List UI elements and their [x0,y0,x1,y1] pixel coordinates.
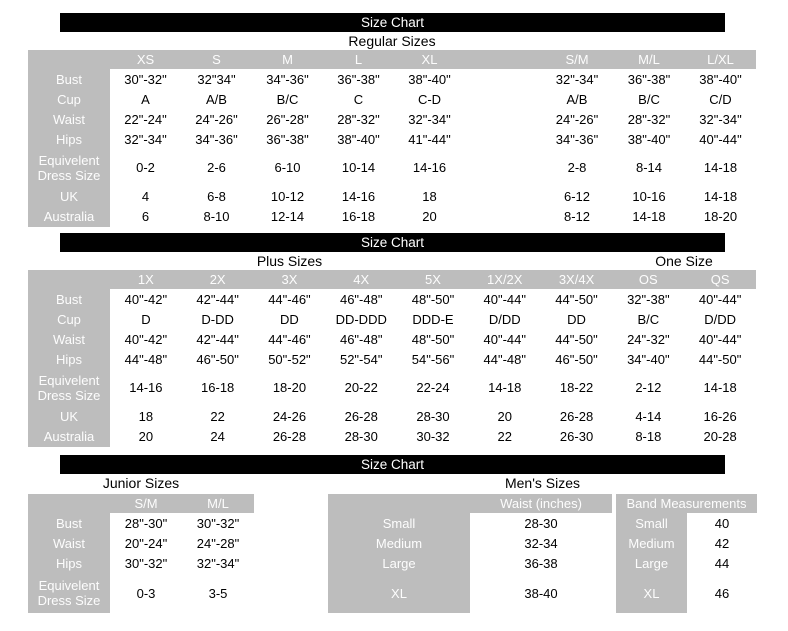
table-row [28,406,756,426]
size-cell: 8-14 [613,149,685,186]
row-label: Hips [28,129,110,149]
row-label: Waist [28,533,110,553]
size-cell: 46"-50" [182,349,254,369]
table-row [328,533,757,553]
size-cell: 2-8 [541,149,613,186]
size-cell: 14-18 [684,369,756,406]
band-cell: 40 [687,513,757,533]
table-row [28,369,756,406]
size-cell: 3-5 [182,573,254,613]
size-cell: 4 [110,186,181,206]
size-cell: 40"-44" [685,129,756,149]
body-spacer [465,109,541,129]
col-header: L/XL [685,50,756,69]
size-cell: C/D [685,89,756,109]
size-cell: 24 [182,426,254,447]
col-header: M [252,50,323,69]
size-cell: 6-12 [541,186,613,206]
size-cell: 14-16 [394,149,465,186]
col-header: 3X [254,270,326,289]
regular-sizes-table [28,50,756,227]
size-cell: 34"-36" [181,129,252,149]
col-header: 5X [397,270,469,289]
size-cell: 16-26 [684,406,756,426]
size-cell: 20 [394,206,465,227]
size-cell: 40"-44" [469,329,541,349]
size-cell: A/B [541,89,613,109]
size-cell: 32"-34" [182,553,254,573]
row-label: Bust [28,69,110,89]
size-cell: 14-18 [613,206,685,227]
size-cell: 34"-36" [252,69,323,89]
size-cell: C-D [394,89,465,109]
waist-cell: 28-30 [470,513,612,533]
size-cell: 40"-44" [684,289,756,309]
size-cell: C [323,89,394,109]
table-row [28,553,254,573]
row-label: XL [328,573,470,613]
junior-sizes-table [28,494,254,613]
size-cell: 48"-50" [397,289,469,309]
col-header: M/L [613,50,685,69]
size-cell: 4-14 [612,406,684,426]
col-header: XS [110,50,181,69]
size-cell: 38"-40" [685,69,756,89]
size-cell: 28"-32" [613,109,685,129]
size-cell: 20 [469,406,541,426]
one-size-title: One Size [655,253,713,269]
size-cell: 50"-52" [254,349,326,369]
bottom-tables [28,494,756,613]
size-cell: 22-24 [397,369,469,406]
col-header: L [323,50,394,69]
size-cell: 38"-40" [613,129,685,149]
col-header: OS [612,270,684,289]
size-chart-bar-regular: Size Chart [60,13,725,32]
table-row [328,553,757,573]
row-label: Hips [28,349,110,369]
size-cell: 6 [110,206,181,227]
size-cell: 20-22 [325,369,397,406]
row-label: Medium [328,533,470,553]
col-header: S/M [110,494,182,513]
size-cell: B/C [252,89,323,109]
size-cell: 44"-48" [110,349,182,369]
size-cell: 22 [469,426,541,447]
size-cell: 38"-40" [323,129,394,149]
size-cell: 32"-38" [612,289,684,309]
table-row [28,89,756,109]
band-label: Medium [616,533,687,553]
size-cell: DD-DDD [325,309,397,329]
size-cell: 34"-40" [612,349,684,369]
size-cell: 42"-44" [182,289,254,309]
size-cell: 22"-24" [110,109,181,129]
body-spacer [465,149,541,186]
size-cell: 26-30 [541,426,613,447]
body-spacer [465,206,541,227]
table-row [28,206,756,227]
size-cell: 44"-50" [684,349,756,369]
size-cell: 30"-32" [110,69,181,89]
row-label: UK [28,186,110,206]
size-cell: 32"-34" [541,69,613,89]
size-cell: 28"-30" [110,513,182,533]
size-cell: 32"-34" [685,109,756,129]
table-row [28,329,756,349]
waist-cell: 32-34 [470,533,612,553]
plus-sizes-table [28,270,756,447]
corner-cell [28,50,110,69]
size-cell: 16-18 [323,206,394,227]
size-cell: 0-3 [110,573,182,613]
size-cell: 14-18 [469,369,541,406]
size-cell: 12-14 [252,206,323,227]
size-cell: 8-18 [612,426,684,447]
col-header: QS [684,270,756,289]
table-row [28,573,254,613]
size-cell: 30-32 [397,426,469,447]
table-row [28,289,756,309]
table-row [28,129,756,149]
row-label: Australia [28,426,110,447]
size-cell: 18-20 [254,369,326,406]
band-cell: 42 [687,533,757,553]
row-label: Bust [28,289,110,309]
row-label: Bust [28,513,110,533]
table-row [28,349,756,369]
col-header: 4X [325,270,397,289]
size-cell: 10-16 [613,186,685,206]
size-cell: 20"-24" [110,533,182,553]
col-header-band: Band Measurements [616,494,757,513]
size-cell: A [110,89,181,109]
size-cell: 40"-42" [110,289,182,309]
size-cell: 6-8 [181,186,252,206]
size-cell: DD [254,309,326,329]
size-cell: 24"-26" [541,109,613,129]
size-cell: D/DD [469,309,541,329]
row-label: Small [328,513,470,533]
size-cell: 14-16 [323,186,394,206]
row-label: Large [328,553,470,573]
row-label: Equivelent Dress Size [28,149,110,186]
size-cell: 48"-50" [397,329,469,349]
body-spacer [465,89,541,109]
size-cell: 46"-48" [325,289,397,309]
size-cell: 14-18 [685,186,756,206]
plus-titles-row [28,252,756,270]
size-cell: 32"-34" [110,129,181,149]
corner-cell [28,494,110,513]
size-cell: 6-10 [252,149,323,186]
table-row [328,513,757,533]
size-cell: 46"-48" [325,329,397,349]
table-row [28,69,756,89]
plus-sizes-title: Plus Sizes [256,253,323,269]
size-cell: B/C [612,309,684,329]
size-cell: 24"-26" [181,109,252,129]
body-spacer [465,186,541,206]
body-spacer [465,129,541,149]
size-cell: 8-12 [541,206,613,227]
size-cell: 22 [182,406,254,426]
col-header: M/L [182,494,254,513]
band-label: Small [616,513,687,533]
size-cell: 32"34" [181,69,252,89]
body-spacer [465,69,541,89]
corner-cell [28,270,110,289]
size-cell: 44"-50" [541,329,613,349]
size-cell: 30"-32" [110,553,182,573]
row-label: Cup [28,89,110,109]
size-cell: 36"-38" [613,69,685,89]
size-cell: DDD-E [397,309,469,329]
table-row [28,50,756,69]
size-cell: 26-28 [325,406,397,426]
size-cell: 54"-56" [397,349,469,369]
size-cell: 28-30 [397,406,469,426]
bottom-titles-row [28,474,756,494]
waist-cell: 36-38 [470,553,612,573]
col-header: 3X/4X [541,270,613,289]
row-label: Equivelent Dress Size [28,369,110,406]
row-label: Waist [28,109,110,129]
corner-cell [328,494,470,513]
size-cell: 24"-28" [182,533,254,553]
size-cell: 44"-48" [469,349,541,369]
size-cell: 32"-34" [394,109,465,129]
size-cell: 30"-32" [182,513,254,533]
size-cell: 10-12 [252,186,323,206]
table-row [28,149,756,186]
size-cell: 2-6 [181,149,252,186]
size-cell: 44"-50" [541,289,613,309]
size-cell: D/DD [684,309,756,329]
size-cell: 26-28 [254,426,326,447]
row-label: Cup [28,309,110,329]
size-cell: B/C [613,89,685,109]
size-cell: 0-2 [110,149,181,186]
size-cell: 41"-44" [394,129,465,149]
band-label: Large [616,553,687,573]
size-cell: 40"-42" [110,329,182,349]
size-cell: 26-28 [541,406,613,426]
table-row [28,426,756,447]
col-header-waist: Waist (inches) [470,494,612,513]
col-header: XL [394,50,465,69]
size-cell: 20-28 [684,426,756,447]
size-chart-bar-bottom: Size Chart [60,455,725,474]
waist-cell: 38-40 [470,573,612,613]
table-row [28,309,756,329]
size-chart-bar-plus: Size Chart [60,233,725,252]
size-cell: 20 [110,426,182,447]
size-cell: 38"-40" [394,69,465,89]
size-cell: 18-20 [685,206,756,227]
mens-sizes-title: Men's Sizes [504,475,581,491]
col-header: 1X [110,270,182,289]
size-cell: 40"-44" [684,329,756,349]
junior-sizes-title: Junior Sizes [102,475,180,491]
size-cell: 16-18 [182,369,254,406]
table-row [28,513,254,533]
band-cell: 44 [687,553,757,573]
size-cell: 42"-44" [182,329,254,349]
size-cell: 24"-32" [612,329,684,349]
band-label: XL [616,573,687,613]
size-cell: 2-12 [612,369,684,406]
table-row [28,494,254,513]
size-cell: 24-26 [254,406,326,426]
row-label: Hips [28,553,110,573]
table-row [328,573,757,613]
size-cell: 44"-46" [254,329,326,349]
row-label: UK [28,406,110,426]
size-cell: 14-16 [110,369,182,406]
size-cell: 36"-38" [252,129,323,149]
size-cell: 14-18 [685,149,756,186]
size-cell: 28"-32" [323,109,394,129]
table-row [28,533,254,553]
col-header: S/M [541,50,613,69]
col-header: 1X/2X [469,270,541,289]
row-label: Equivelent Dress Size [28,573,110,613]
size-cell: 44"-46" [254,289,326,309]
size-cell: D [110,309,182,329]
size-cell: 40"-44" [469,289,541,309]
header-spacer [465,50,541,69]
size-cell: 52"-54" [325,349,397,369]
mens-sizes-table [328,494,757,613]
size-cell: 46"-50" [541,349,613,369]
size-cell: 26"-28" [252,109,323,129]
table-row [28,270,756,289]
table-row [28,109,756,129]
row-label: Waist [28,329,110,349]
size-cell: 8-10 [181,206,252,227]
table-row [328,494,757,513]
size-cell: DD [541,309,613,329]
size-cell: 36"-38" [323,69,394,89]
band-cell: 46 [687,573,757,613]
size-cell: 28-30 [325,426,397,447]
size-cell: 10-14 [323,149,394,186]
size-cell: A/B [181,89,252,109]
table-row [28,186,756,206]
col-header: S [181,50,252,69]
regular-sizes-title: Regular Sizes [348,33,436,49]
size-cell: 34"-36" [541,129,613,149]
size-cell: 18 [110,406,182,426]
row-label: Australia [28,206,110,227]
size-cell: 18-22 [541,369,613,406]
size-cell: D-DD [182,309,254,329]
size-cell: 18 [394,186,465,206]
col-header: 2X [182,270,254,289]
